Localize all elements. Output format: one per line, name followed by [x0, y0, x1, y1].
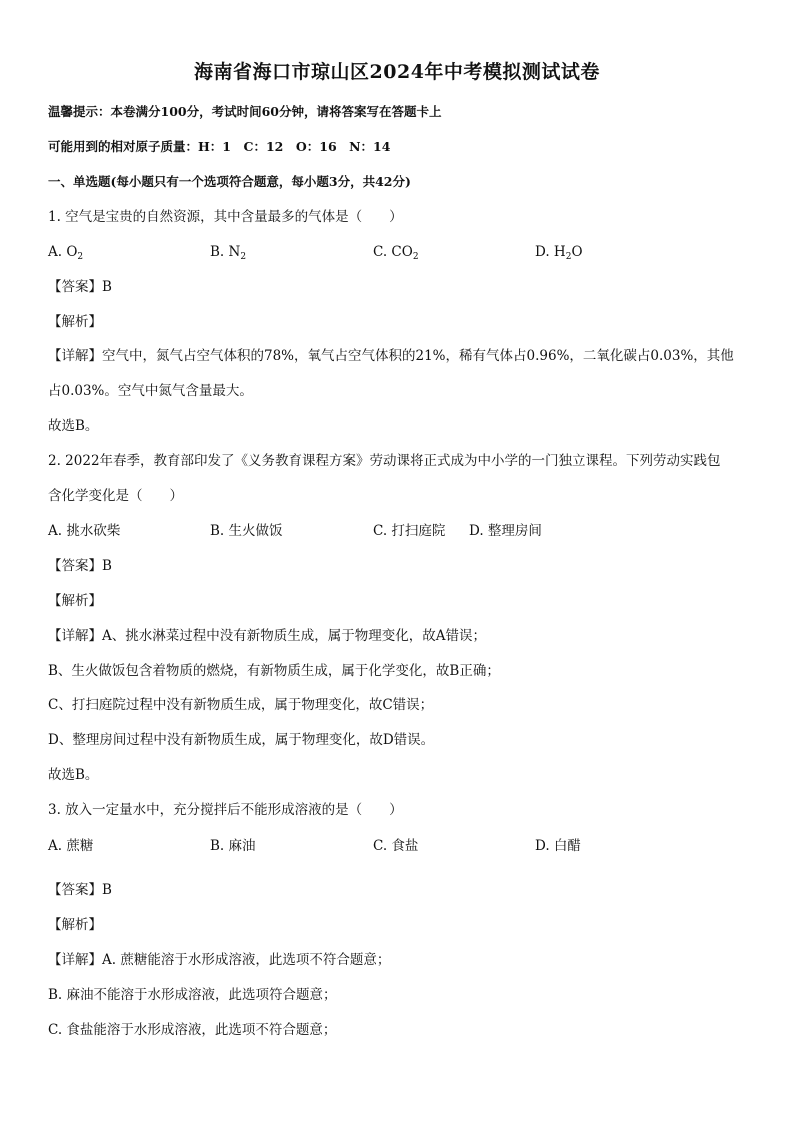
- detail-text: 【详解】空气中，氮气占空气体积的78%，氧气占空气体积的21%，稀有气体占0.96%，二氧化碳占0.03%，其他: [48, 348, 734, 364]
- detail-text: 【详解】A、挑水淋菜过程中没有新物质生成，属于物理变化，故A错误；: [48, 628, 486, 644]
- analysis-label: 【解析】: [48, 593, 102, 609]
- question-stem: 3. 放入一定量水中，充分搅拌后不能形成溶液的是（ ）: [48, 802, 403, 818]
- detail-text: 占0.03%。空气中氮气含量最大。: [48, 383, 253, 399]
- option-d: D. $H_2O$: [535, 244, 583, 262]
- option-a: A. 蔗糖: [48, 838, 94, 854]
- section-heading: 一、单选题(每小题只有一个选项符合题意，每小题3分，共42分): [48, 174, 411, 189]
- detail-text: C. 食盐能溶于水形成溶液，此选项不符合题意；: [48, 1022, 337, 1038]
- option-a: A. $O_2$: [48, 244, 84, 262]
- exam-notice: 温馨提示：本卷满分100分，考试时间60分钟，请将答案写在答题卡上: [48, 104, 442, 119]
- conclusion: 故选B。: [48, 767, 99, 783]
- option-b: B. 生火做饭: [210, 523, 283, 539]
- detail-text: 【详解】A. 蔗糖能溶于水形成溶液，此选项不符合题意；: [48, 952, 391, 968]
- answer: 【答案】B: [48, 279, 112, 295]
- option-a: A. 挑水砍柴: [48, 523, 121, 539]
- answer: 【答案】B: [48, 558, 112, 574]
- question-stem: 1. 空气是宝贵的自然资源，其中含量最多的气体是（ ）: [48, 209, 403, 225]
- option-c: C. 打扫庭院: [373, 523, 446, 539]
- option-b: B. 麻油: [210, 838, 256, 854]
- analysis-label: 【解析】: [48, 917, 102, 933]
- option-d: D. 整理房间: [469, 523, 542, 539]
- detail-text: B、生火做饭包含着物质的燃烧，有新物质生成，属于化学变化，故B正确；: [48, 663, 500, 679]
- page-title: 海南省海口市琼山区2024年中考模拟测试试卷: [194, 61, 600, 83]
- conclusion: 故选B。: [48, 418, 99, 434]
- detail-text: D、整理房间过程中没有新物质生成，属于物理变化，故D错误。: [48, 732, 435, 748]
- atomic-mass-info: 可能用到的相对原子质量：H：1 C：12 O：16 N：14: [48, 139, 391, 154]
- analysis-label: 【解析】: [48, 314, 102, 330]
- question-stem: 2. 2022年春季，教育部印发了《义务教育课程方案》劳动课将正式成为中小学的一门独立课程。下列劳动实践包: [48, 453, 721, 469]
- question-stem: 含化学变化是（ ）: [48, 488, 183, 504]
- option-c: C. 食盐: [373, 838, 419, 854]
- detail-text: B. 麻油不能溶于水形成溶液，此选项符合题意；: [48, 987, 337, 1003]
- answer: 【答案】B: [48, 882, 112, 898]
- option-d: D. 白醋: [535, 838, 581, 854]
- detail-text: C、打扫庭院过程中没有新物质生成，属于物理变化，故C错误；: [48, 697, 434, 713]
- option-c: C. $CO_2$: [373, 244, 419, 262]
- option-b: B. $N_2$: [210, 244, 247, 262]
